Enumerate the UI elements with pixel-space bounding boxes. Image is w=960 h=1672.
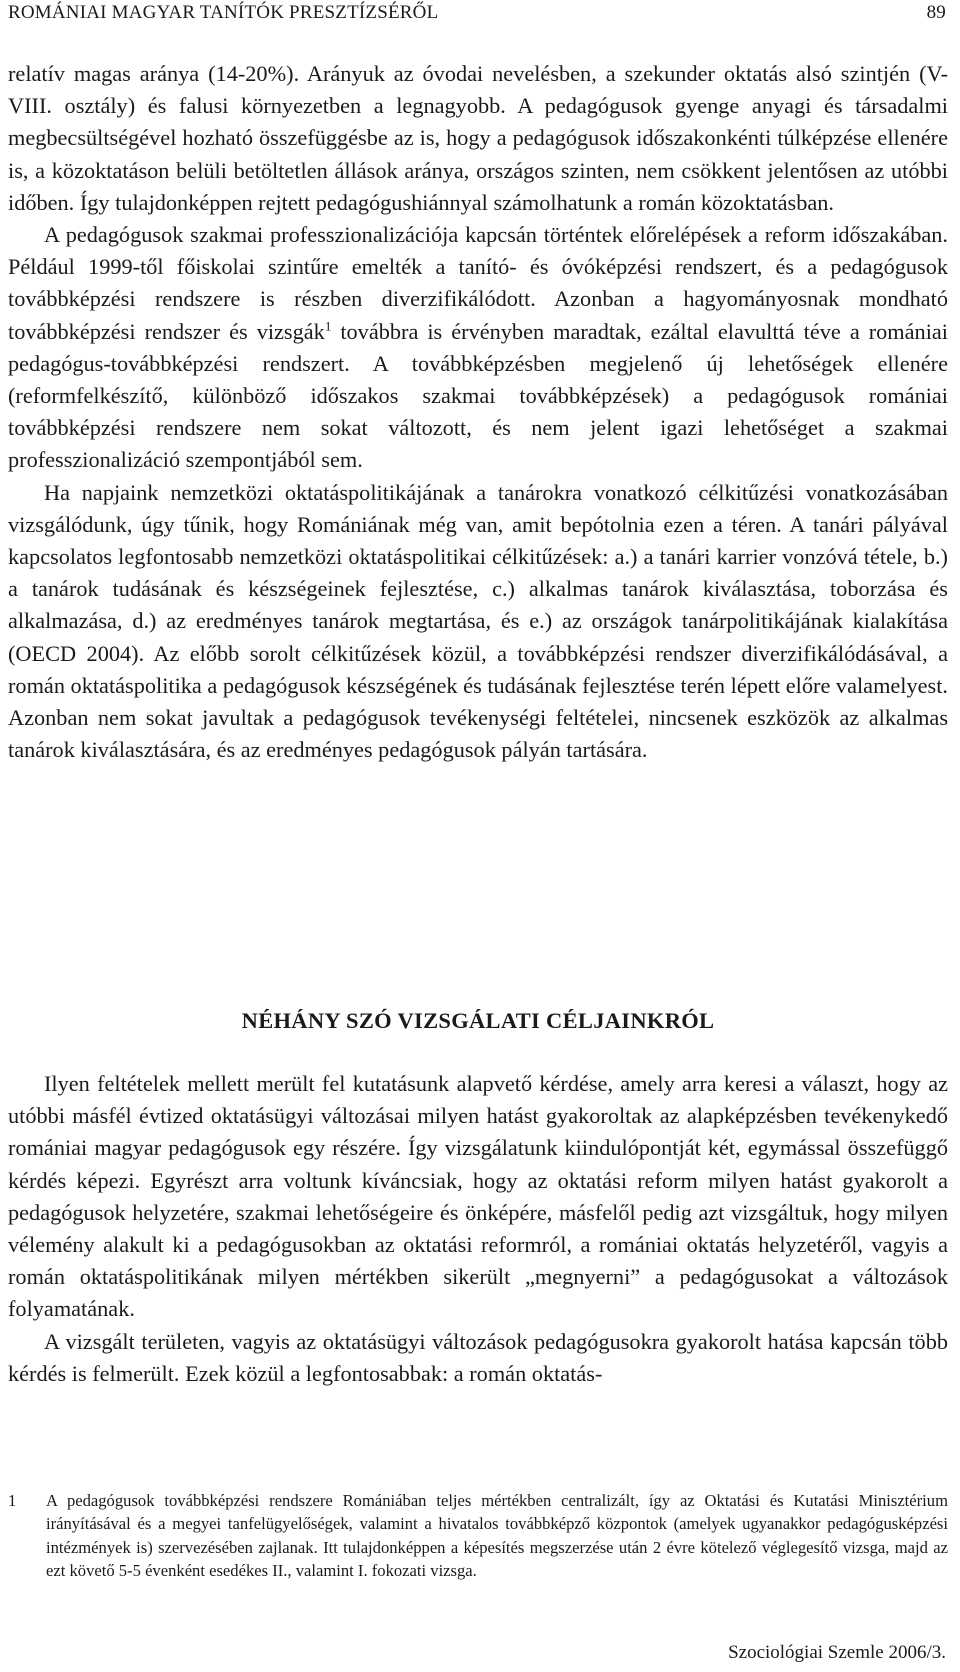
paragraph-1: relatív magas aránya (14-20%). Arányuk az óvodai nevelésben, a szekunder oktatás alsó szintjén (V-VIII. osztály) és falusi környezetben a legnagyobb. A pedagógusok gyenge anyagi és társadalmi megbecsültségével hozható összefüggésbe az is, hogy a pedagógusok időszakonkénti túlképzése ellenére is, a közoktatáson belüli betöltetlen állások aránya, országos szinten, nem csökkent jelentősen az utóbbi időben. Így tulajdonképpen rejtett pedagógushiánnyal számolhatunk a román közoktatásban. [8, 61, 948, 215]
section-heading: NÉHÁNY SZÓ VIZSGÁLATI CÉLJAINKRÓL [241, 1008, 715, 1033]
section-paragraph-1: Ilyen feltételek mellett merült fel kutatásunk alapvető kérdése, amely arra keresi a választ, hogy az utóbbi másfél évtized oktatásügyi változásai milyen hatást gyakoroltak az alapképzésben tevékenykedő romániai magyar pedagógusok egy részére. Így vizsgálatunk kiindulópontját két, egymással összefüggő kérdés képezi. Egyrészt arra voltunk kíváncsiak, hogy az oktatási reform milyen hatást gyakorolt a pedagógusok helyzetére, szakmai lehetőségeire és önképére, másfelől pedig azt vizsgáltuk, hogy milyen vélemény alakult ki a pedagógusokban az oktatási reformról, a romániai oktatás helyzetéről, vagyis a román oktatáspolitikának milyen mértékben sikerült „megnyerni” a pedagógusokat a változások folyamatának. [8, 1071, 948, 1322]
footnote-number: 1 [8, 1491, 17, 1510]
footnote-text: A pedagógusok továbbképzési rendszere Romániában teljes mértékben centralizált, így az Oktatási és Kutatási Minisztérium irányításával és a megyei tanfelügyelőségek, valamint a hivatalos továbbképző központok (amelyek ugyanakkor pedagógusképzési intézmények is) szervezésében zajlanak. Itt tulajdonképpen a képesítés megszerzése után 2 évre kötelező véglegesítő vizsga, majd az ezt követő 5-5 évenként esedékes II., valamint I. fokozati vizsga. [46, 1491, 948, 1581]
section-text [8, 1068, 948, 1390]
footnote [8, 1489, 948, 1583]
document-page [8, 0, 952, 1672]
journal-footer: Szociológiai Szemle 2006/3. [728, 1642, 946, 1663]
page-number: 89 [926, 2, 946, 23]
paragraph-3: Ha napjaink nemzetközi oktatáspolitikájának a tanárokra vonatkozó célkitűzési vonatkozásában vizsgálódunk, úgy tűnik, hogy Romániának még van, amit bepótolnia ezen a téren. A tanári pályával kapcsolatos legfontosabb nemzetközi oktatáspolitikai célkitűzések: a.) a tanári karrier vonzóvá tétele, b.) a tanárok tudásának és készségeinek fejlesztése, c.) alkalmas tanárok kiválasztása, toborzása és alkalmazása, d.) az eredményes tanárok megtartása, és e.) az országok tanárpolitikájának kialakítása (OECD 2004). Az előbb sorolt célkitűzések közül, a továbbképzési rendszer diverzifikálódásával, a román oktatáspolitika a pedagógusok készségének és tudásának fejlesztése terén lépett előre valamelyest. Azonban nem sokat javultak a pedagógusok tevékenységi feltételei, nincsenek eszközök az alkalmas tanárok kiválasztására, és az eredményes pedagógusok pályán tartására. [8, 479, 948, 763]
paragraph-2-part-2: továbbra is érvényben maradtak, ezáltal elavulttá téve a romániai pedagógus-továbbképzési rendszert. A továbbképzésben megjelenő új lehetőségek ellenére (reformfelkészítő, különböző időszakos szakmai továbbképzések) a pedagógusok romániai továbbképzési rendszere nem sokat változott, és nem jelent igazi lehetőséget a szakmai professzionalizáció szempontjából sem. [8, 318, 948, 473]
footnote-reference: 1 [324, 318, 332, 334]
running-header [8, 2, 946, 24]
paragraph-2-part-1: A pedagógusok szakmai professzionalizációja kapcsán történtek előrelépések a reform időszakában. Például 1999-től főiskolai szintűre emelték a tanító- és óvóképzési rendszert, és a pedagógusok továbbképzési rendszere is részben diverzifikálódott. Azonban a hagyományosnak mondható továbbképzési rendszer és vizsgák [8, 222, 948, 344]
paragraph-2 [8, 219, 948, 477]
main-text [8, 58, 948, 766]
running-title: ROMÁNIAI MAGYAR TANÍTÓK PRESZTÍZSÉRŐL [8, 2, 439, 23]
section-paragraph-2: A vizsgált területen, vagyis az oktatásügyi változások pedagógusokra gyakorolt hatása kapcsán több kérdés is felmerült. Ezek közül a legfontosabbak: a román oktatás- [8, 1328, 948, 1386]
